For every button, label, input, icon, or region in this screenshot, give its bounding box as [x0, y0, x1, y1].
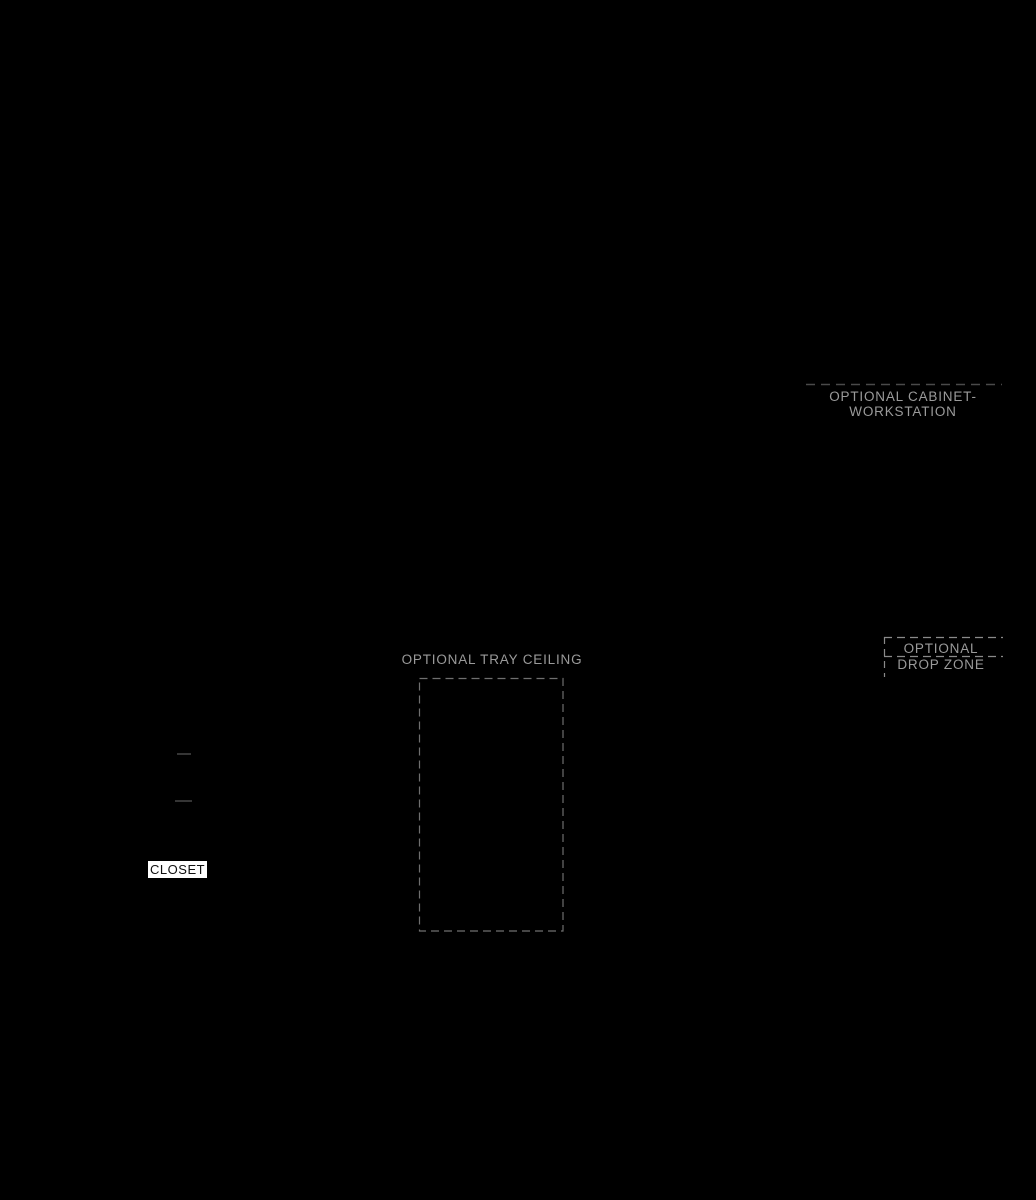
drop-zone-label-line1: OPTIONAL — [903, 641, 979, 656]
tray-ceiling-dashed-rect — [420, 679, 564, 932]
drop-zone-label — [897, 641, 984, 672]
cabinet-workstation-label-line2: WORKSTATION — [849, 404, 957, 419]
closet-label: CLOSET — [150, 862, 206, 877]
cabinet-workstation-label — [829, 389, 977, 419]
cabinet-workstation-label-line1: OPTIONAL CABINET- — [829, 389, 977, 404]
tray-ceiling-label: OPTIONAL TRAY CEILING — [401, 652, 583, 667]
drop-zone-label-line2: DROP ZONE — [897, 656, 985, 672]
